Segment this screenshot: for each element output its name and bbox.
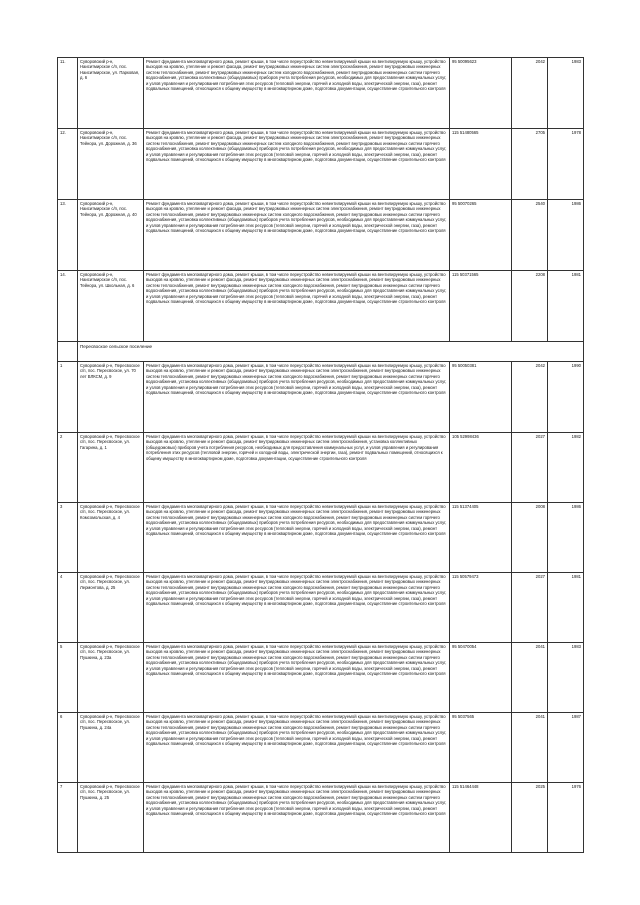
row-work-description: Ремонт фундамента многоквартирного дома, ремонт крыши, в том числе переустройство невентилируемой крыши на вентилируемую крышу, устройство выходов на кровлю, утепление и ремонт фасада, ремонт внутридомовых инженерных систем электроснабжения, ремонт внутридомовых инженерных систем теплоснабжения, ремонт внутридомовых инженерных систем холодного водоснабжения, ремонт внутридомовых инженерных систем горячего водоснабжения, установка коллективных (общедомовых) приборов учета потребления ресурсов, необходимых для предоставления коммунальных услуг, и узлов управления и регулирования потребления этих ресурсов (тепловой энергии, горячей и холодной воды, электрической энергии, газа), ремонт подвальных помещений, относящихся к общему имуществу в многоквартирном доме, подготовка документации, осуществление строительного контроля bbox=[144, 200, 450, 271]
row-work-description: Ремонт фундамента многоквартирного дома, ремонт крыши, в том числе переустройство невентилируемой крыши на вентилируемую крышу, устройство выходов на кровлю, утепление и ремонт фасада, ремонт внутридомовых инженерных систем электроснабжения, ремонт внутридомовых инженерных систем теплоснабжения, ремонт внутридомовых инженерных систем холодного водоснабжения, ремонт внутридомовых инженерных систем горячего водоснабжения, установка коллективных (общедомовых) приборов учета потребления ресурсов, необходимых для предоставления коммунальных услуг, и узлов управления и регулирования потребления этих ресурсов (тепловой энергии, горячей и холодной воды, электрической энергии, газа), ремонт подвальных помещений, относящихся к общему имуществу в многоквартирном доме, подготовка документации, осуществление строительного контроля bbox=[144, 58, 450, 129]
table-row bbox=[58, 433, 584, 503]
row-number: 12. bbox=[58, 129, 78, 200]
row-area: 2041 bbox=[512, 643, 548, 713]
row-number: 2 bbox=[58, 433, 78, 503]
row-work-description: Ремонт фундамента многоквартирного дома, ремонт крыши, в том числе переустройство невентилируемой крыши на вентилируемую крышу, устройство выходов на кровлю, утепление и ремонт фасада, ремонт внутридомовых инженерных систем электроснабжения, ремонт внутридомовых инженерных систем теплоснабжения, ремонт внутридомовых инженерных систем холодного водоснабжения, ремонт внутридомовых инженерных систем горячего водоснабжения, установка коллективных (общедомовых) приборов учета потребления ресурсов, необходимых для предоставления коммунальных услуг, и узлов управления и регулирования потребления этих ресурсов (тепловой энергии, горячей и холодной воды, электрической энергии, газа), ремонт подвальных помещений, относящихся к общему имуществу в многоквартирном доме, подготовка документации, осуществление строительного контроля bbox=[144, 643, 450, 713]
row-year: 1976 bbox=[548, 783, 584, 853]
row-cadastral-code: 115 51464448 bbox=[450, 783, 512, 853]
row-year: 1978 bbox=[548, 129, 584, 200]
row-work-description: Ремонт фундамента многоквартирного дома, ремонт крыши, в том числе переустройство невентилируемой крыши на вентилируемую крышу, устройство выходов на кровлю, утепление и ремонт фасада, ремонт внутридомовых инженерных систем электроснабжения, ремонт внутридомовых инженерных систем теплоснабжения, ремонт внутридомовых инженерных систем холодного водоснабжения, ремонт внутридомовых инженерных систем горячего водоснабжения, установка коллективных (общедомовых) приборов учета потребления ресурсов, необходимых для предоставления коммунальных услуг, и узлов управления и регулирования потребления этих ресурсов (тепловой энергии, горячей и холодной воды, электрической энергии, газа), ремонт подвальных помещений, относящихся к общему имуществу в многоквартирном доме, подготовка документации, осуществление строительного контроля bbox=[144, 271, 450, 342]
row-year: 1982 bbox=[548, 433, 584, 503]
row-address: Суворовский р-н, Наиситмирское с/п, пос. Тейнора, ул. Дорожная, д. 36 bbox=[78, 129, 144, 200]
row-year: 1990 bbox=[548, 362, 584, 433]
table-row bbox=[58, 129, 584, 200]
row-number: 11. bbox=[58, 58, 78, 129]
table-row bbox=[58, 503, 584, 573]
row-cadastral-code: 115 50371565 bbox=[450, 271, 512, 342]
row-cadastral-code: 95 50095623 bbox=[450, 58, 512, 129]
row-address: Суворовский р-н, Наиситмирское с/п, пос. Тейнора, ул. Дорожная, д. 40 bbox=[78, 200, 144, 271]
row-cadastral-code: 95 50470054 bbox=[450, 643, 512, 713]
row-area: 2208 bbox=[512, 271, 548, 342]
row-work-description: Ремонт фундамента многоквартирного дома, ремонт крыши, в том числе переустройство невентилируемой крыши на вентилируемую крышу, устройство выходов на кровлю, утепление и ремонт фасада, ремонт внутридомовых инженерных систем электроснабжения, ремонт внутридомовых инженерных систем теплоснабжения, ремонт внутридомовых инженерных систем холодного водоснабжения, ремонт внутридомовых инженерных систем горячего водоснабжения, установка коллективных (общедомовых) приборов учета потребления ресурсов, необходимых для предоставления коммунальных услуг, и узлов управления и регулирования потребления этих ресурсов (тепловой энергии, горячей и холодной воды, электрической энергии, газа), ремонт подвальных помещений, относящихся к общему имуществу в многоквартирном доме, подготовка документации, осуществление строительного контроля bbox=[144, 503, 450, 573]
row-number: 3 bbox=[58, 503, 78, 573]
row-address: Суворовский р-н, Пересвоское с/п, пос. Пересвоское, ул. Комсомольская, д. 4 bbox=[78, 503, 144, 573]
row-address: Суворовский р-н, Пересвоское с/п, пос. Пересвоское, ул. Гагарина, д. 1 bbox=[78, 433, 144, 503]
row-address: Суворовский р-н, Пересвоское с/п, пос. Пересвоское, ул. Лермонтова, д. 25 bbox=[78, 573, 144, 643]
row-cadastral-code: 115 51480565 bbox=[450, 129, 512, 200]
row-cadastral-code: 95 50050381 bbox=[450, 362, 512, 433]
row-year: 1986 bbox=[548, 503, 584, 573]
row-cadastral-code: 95 5037565 bbox=[450, 713, 512, 783]
table-row bbox=[58, 783, 584, 853]
row-area: 2042 bbox=[512, 362, 548, 433]
row-work-description: Ремонт фундамента многоквартирного дома, ремонт крыши, в том числе переустройство невентилируемой крыши на вентилируемую крышу, устройство выходов на кровлю, утепление и ремонт фасада, ремонт внутридомовых инженерных систем электроснабжения, ремонт внутридомовых инженерных систем теплоснабжения, ремонт внутридомовых инженерных систем холодного водоснабжения, ремонт внутридомовых инженерных систем горячего водоснабжения, установка коллективных (общедомовых) приборов учета потребления ресурсов, необходимых для предоставления коммунальных услуг, и узлов управления и регулирования потребления этих ресурсов (тепловой энергии, горячей и холодной воды, электрической энергии, газа), ремонт подвальных помещений, относящихся к общему имуществу в многоквартирном доме, подготовка документации, осуществление строительного контроля bbox=[144, 713, 450, 783]
row-cadastral-code: 105 52998436 bbox=[450, 433, 512, 503]
row-address: Суворовский р-н, Пересвоское с/п, пос. Пересвоское, ул. Пушкина, д. 23а bbox=[78, 643, 144, 713]
row-address: Суворовский р-н, Наиситмирское с/п, пос. Тейнора, ул. Школьная, д. 6 bbox=[78, 271, 144, 342]
table-row bbox=[58, 58, 584, 129]
row-area: 2042 bbox=[512, 58, 548, 129]
row-address: Суворовский р-н, Пересвоское с/п, пос. Пересвоское, ул. 70 лет ВЛКСМ, д. 9 bbox=[78, 362, 144, 433]
row-cadastral-code: 115 51374405 bbox=[450, 503, 512, 573]
repair-program-table bbox=[57, 57, 584, 853]
row-address: Суворовский р-н, Пересвоское с/п, пос. Пересвоское, ул. Пушкина, д. 24а bbox=[78, 713, 144, 783]
row-year: 1983 bbox=[548, 58, 584, 129]
row-work-description: Ремонт фундамента многоквартирного дома, ремонт крыши, в том числе переустройство невентилируемой крыши на вентилируемую крышу, устройство выходов на кровлю, утепление и ремонт фасада, ремонт внутридомовых инженерных систем электроснабжения, установка коллективных (общедомовых) приборов учета потребления ресурсов, необходимых для предоставления коммунальных услуг, и узлов управления и регулирования потребления этих ресурсов (тепловой энергии, горячей и холодной воды, электрической энергии, газа), ремонт подвальных помещений, относящихся к общему имуществу в многоквартирном доме, подготовка документации, осуществление строительного контроля bbox=[144, 433, 450, 503]
table-row bbox=[58, 271, 584, 342]
row-area: 2540 bbox=[512, 200, 548, 271]
row-number: 7 bbox=[58, 783, 78, 853]
section-row bbox=[58, 342, 584, 362]
row-work-description: Ремонт фундамента многоквартирного дома, ремонт крыши, в том числе переустройство невентилируемой крыши на вентилируемую крышу, устройство выходов на кровлю, утепление и ремонт фасада, ремонт внутридомовых инженерных систем электроснабжения, ремонт внутридомовых инженерных систем теплоснабжения, ремонт внутридомовых инженерных систем холодного водоснабжения, ремонт внутридомовых инженерных систем горячего водоснабжения, установка коллективных (общедомовых) приборов учета потребления ресурсов, необходимых для предоставления коммунальных услуг, и узлов управления и регулирования потребления этих ресурсов (тепловой энергии, горячей и холодной воды, электрической энергии, газа), ремонт подвальных помещений, относящихся к общему имуществу в многоквартирном доме, подготовка документации, осуществление строительного контроля bbox=[144, 129, 450, 200]
row-work-description: Ремонт фундамента многоквартирного дома, ремонт крыши, в том числе переустройство невентилируемой крыши на вентилируемую крышу, устройство выходов на кровлю, утепление и ремонт фасада, ремонт внутридомовых инженерных систем электроснабжения, ремонт внутридомовых инженерных систем теплоснабжения, ремонт внутридомовых инженерных систем холодного водоснабжения, ремонт внутридомовых инженерных систем горячего водоснабжения, установка коллективных (общедомовых) приборов учета потребления ресурсов, необходимых для предоставления коммунальных услуг, и узлов управления и регулирования потребления этих ресурсов (тепловой энергии, горячей и холодной воды, электрической энергии, газа), ремонт подвальных помещений, относящихся к общему имуществу в многоквартирном доме, подготовка документации, осуществление строительного контроля bbox=[144, 362, 450, 433]
row-year: 1981 bbox=[548, 573, 584, 643]
section-title: Пересвоское сельское поселение bbox=[78, 342, 584, 362]
row-area: 2027 bbox=[512, 573, 548, 643]
document-page bbox=[57, 57, 583, 853]
row-number: 13. bbox=[58, 200, 78, 271]
row-area: 2025 bbox=[512, 783, 548, 853]
table-row bbox=[58, 362, 584, 433]
row-number: 14. bbox=[58, 271, 78, 342]
table-row bbox=[58, 200, 584, 271]
row-cadastral-code: 115 50579473 bbox=[450, 573, 512, 643]
row-cadastral-code: 95 50070265 bbox=[450, 200, 512, 271]
row-area: 2041 bbox=[512, 713, 548, 783]
row-work-description: Ремонт фундамента многоквартирного дома, ремонт крыши, в том числе переустройство невентилируемой крыши на вентилируемую крышу, устройство выходов на кровлю, утепление и ремонт фасада, ремонт внутридомовых инженерных систем электроснабжения, ремонт внутридомовых инженерных систем теплоснабжения, ремонт внутридомовых инженерных систем холодного водоснабжения, ремонт внутридомовых инженерных систем горячего водоснабжения, установка коллективных (общедомовых) приборов учета потребления ресурсов, необходимых для предоставления коммунальных услуг, и узлов управления и регулирования потребления этих ресурсов (тепловой энергии, горячей и холодной воды, электрической энергии, газа), ремонт подвальных помещений, относящихся к общему имуществу в многоквартирном доме, подготовка документации, осуществление строительного контроля bbox=[144, 783, 450, 853]
table-row bbox=[58, 573, 584, 643]
row-address: Суворовский р-н, Наиситмирское с/п, пос. Наиситмирское, ул. Парковая, д. 6 bbox=[78, 58, 144, 129]
row-work-description: Ремонт фундамента многоквартирного дома, ремонт крыши, в том числе переустройство невентилируемой крыши на вентилируемую крышу, устройство выходов на кровлю, утепление и ремонт фасада, ремонт внутридомовых инженерных систем электроснабжения, ремонт внутридомовых инженерных систем теплоснабжения, ремонт внутридомовых инженерных систем холодного водоснабжения, ремонт внутридомовых инженерных систем горячего водоснабжения, установка коллективных (общедомовых) приборов учета потребления ресурсов, необходимых для предоставления коммунальных услуг, и узлов управления и регулирования потребления этих ресурсов (тепловой энергии, горячей и холодной воды, электрической энергии, газа), ремонт подвальных помещений, относящихся к общему имуществу в многоквартирном доме, подготовка документации, осуществление строительного контроля bbox=[144, 573, 450, 643]
row-number: 6 bbox=[58, 713, 78, 783]
row-year: 1983 bbox=[548, 643, 584, 713]
table-row bbox=[58, 643, 584, 713]
row-address: Суворовский р-н, Пересвоское с/п, пос. Пересвоское, ул. Пушкина, д. 25 bbox=[78, 783, 144, 853]
row-year: 1981 bbox=[548, 271, 584, 342]
row-area: 2008 bbox=[512, 503, 548, 573]
row-area: 2705 bbox=[512, 129, 548, 200]
row-year: 1986 bbox=[548, 200, 584, 271]
row-area: 2027 bbox=[512, 433, 548, 503]
table-row bbox=[58, 713, 584, 783]
row-number: 4 bbox=[58, 573, 78, 643]
row-year: 1987 bbox=[548, 713, 584, 783]
row-number: 1 bbox=[58, 362, 78, 433]
row-number: 5 bbox=[58, 643, 78, 713]
